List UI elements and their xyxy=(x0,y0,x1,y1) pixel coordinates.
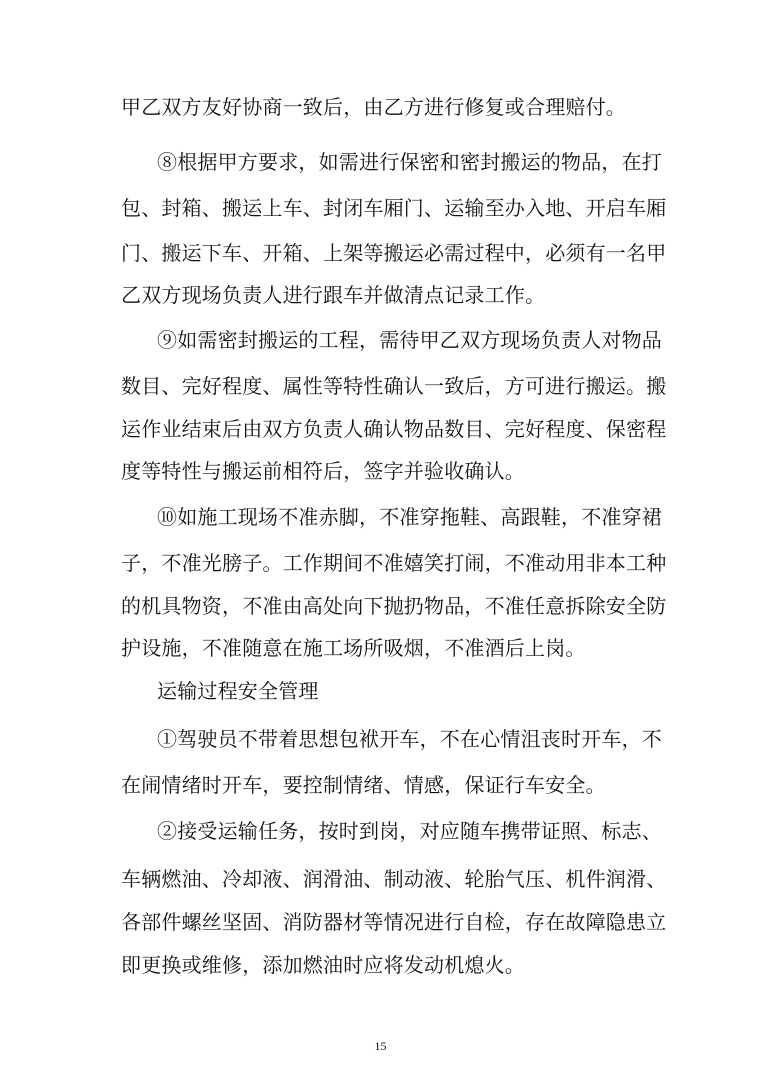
text-line: 运作业结束后由双方负责人确认物品数目、完好程度、保密程 xyxy=(121,417,667,441)
text-line: 包、封箱、搬运上车、封闭车厢门、运输至办入地、开启车厢 xyxy=(121,196,667,220)
text-line: 即更换或维修，添加燃油时应将发动机熄火。 xyxy=(121,953,525,977)
text-line: 度等特性与搬运前相符后，签字并验收确认。 xyxy=(121,459,525,483)
page-number: 15 xyxy=(374,1039,387,1053)
text-line: 门、搬运下车、开箱、上架等搬运必需过程中，必须有一名甲 xyxy=(121,241,667,265)
text-line: ⑨如需密封搬运的工程，需待甲乙双方现场负责人对物品 xyxy=(157,328,662,352)
text-line: 在闹情绪时开车，要控制情绪、情感，保证行车安全。 xyxy=(121,773,606,797)
text-line: 子，不准光膀子。工作期间不准嬉笑打闹，不准动用非本工种 xyxy=(121,551,667,575)
text-line: 甲乙双方友好协商一致后，由乙方进行修复或合理赔付。 xyxy=(121,95,626,119)
text-line: 数目、完好程度、属性等特性确认一致后，方可进行搬运。搬 xyxy=(121,374,667,398)
text-line: 的机具物资，不准由高处向下抛扔物品，不准任意拆除安全防 xyxy=(121,594,667,618)
text-line: 车辆燃油、冷却液、润滑油、制动液、轮胎气压、机件润滑、 xyxy=(121,867,667,891)
text-line: ⑧根据甲方要求，如需进行保密和密封搬运的物品，在打 xyxy=(157,150,662,174)
text-line: 护设施，不准随意在施工场所吸烟，不准酒后上岗。 xyxy=(121,636,586,660)
text-line: ①驾驶员不带着思想包袱开车，不在心情沮丧时开车，不 xyxy=(157,727,662,751)
text-line: 各部件螺丝坚固、消防器材等情况进行自检，存在故障隐患立 xyxy=(121,910,667,934)
section-heading: 运输过程安全管理 xyxy=(157,679,319,703)
text-line: ⑩如施工现场不准赤脚，不准穿拖鞋、高跟鞋，不准穿裙 xyxy=(157,505,662,529)
text-line: 乙双方现场负责人进行跟车并做清点记录工作。 xyxy=(121,283,546,307)
text-line: ②接受运输任务，按时到岗，对应随车携带证照、标志、 xyxy=(157,819,662,843)
